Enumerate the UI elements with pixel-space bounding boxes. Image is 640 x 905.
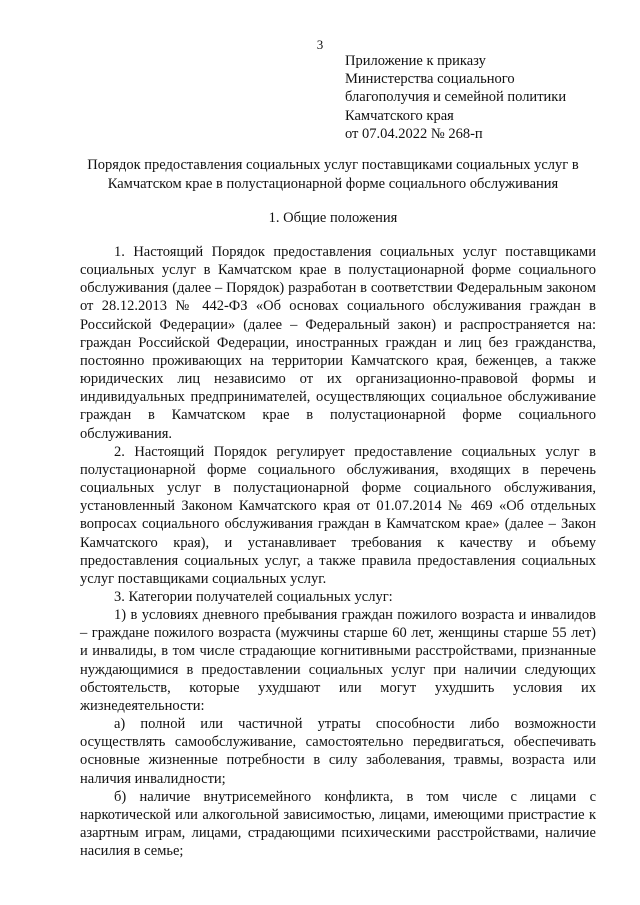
appendix-line: Камчатского края — [345, 107, 454, 124]
page-number: 3 — [316, 37, 324, 52]
document-title: Порядок предоставления социальных услуг поставщиками социальных услуг в Камчатском крае в полустационарной форме социального обслуживания — [87, 157, 579, 192]
appendix-line: Министерства социального — [345, 71, 515, 88]
paragraph: 1. Настоящий Порядок предоставления социальных услуг поставщиками социальных услуг в Камчатском крае в полустационарной форме социального обслуживания (далее – Порядок) разработан в соответствии Федеральным законом от 28.12.2013 № 442-ФЗ «Об основах социального обслуживания граждан в Российской Федерации» (далее – Федеральный закон) и распространяется на: граждан Российской Федерации, иностранных граждан и лиц без гражданства, постоянно проживающих на территории Камчатского края, беженцев, а также юридических лиц независимо от их организационно-правовой формы и индивидуальных предпринимателей, осуществляющих социальное обслуживание граждан в Камчатском крае в полустационарной форме социального обслуживания. — [80, 244, 596, 442]
paragraph: 1) в условиях дневного пребывания граждан пожилого возраста и инвалидов – граждане пожилого возраста (мужчины старше 60 лет, женщины старше 55 лет) и инвалиды, в том числе страдающие когнитивными расстройствами, признанные нуждающимися в предоставлении социальных услуг при наличии следующих обстоятельств, которые ухудшают или могут ухудшить условия их жизнедеятельности: — [80, 607, 596, 714]
appendix-header — [345, 52, 635, 143]
paragraph: б) наличие внутрисемейного конфликта, в том числе с лицами с наркотической или алкогольной зависимостью, лицами, имеющими пристрастие к азартным играм, лицами, страдающими психическими расстройствами, наличие насилия в семье; — [80, 788, 596, 860]
paragraph: а) полной или частичной утраты способности либо возможности осуществлять самообслуживание, самостоятельно передвигаться, обеспечивать основные жизненные потребности в силу заболевания, травмы, возраста или наличия инвалидности; — [80, 716, 596, 787]
appendix-line: Приложение к приказу — [345, 53, 486, 69]
document-body — [80, 243, 596, 860]
paragraph: 2. Настоящий Порядок регулирует предоставление социальных услуг в полустационарной форме социального обслуживания, входящих в перечень социальных услуг в полустационарной форме социального обслуживания, установленный Законом Камчатского края от 01.07.2014 № 469 «Об отдельных вопросах социального обслуживания граждан в Камчатском крае» (далее – Закон Камчатского края), и устанавливает требования к качеству и объему предоставления социальных услуг, а также правила предоставления социальных услуг поставщиками социальных услуг. — [80, 443, 596, 587]
paragraph: 3. Категории получателей социальных услуг: — [114, 588, 393, 605]
section-heading: 1. Общие положения — [268, 210, 398, 226]
appendix-line: от 07.04.2022 № 268-п — [345, 125, 483, 142]
appendix-line: благополучия и семейной политики — [345, 89, 567, 106]
